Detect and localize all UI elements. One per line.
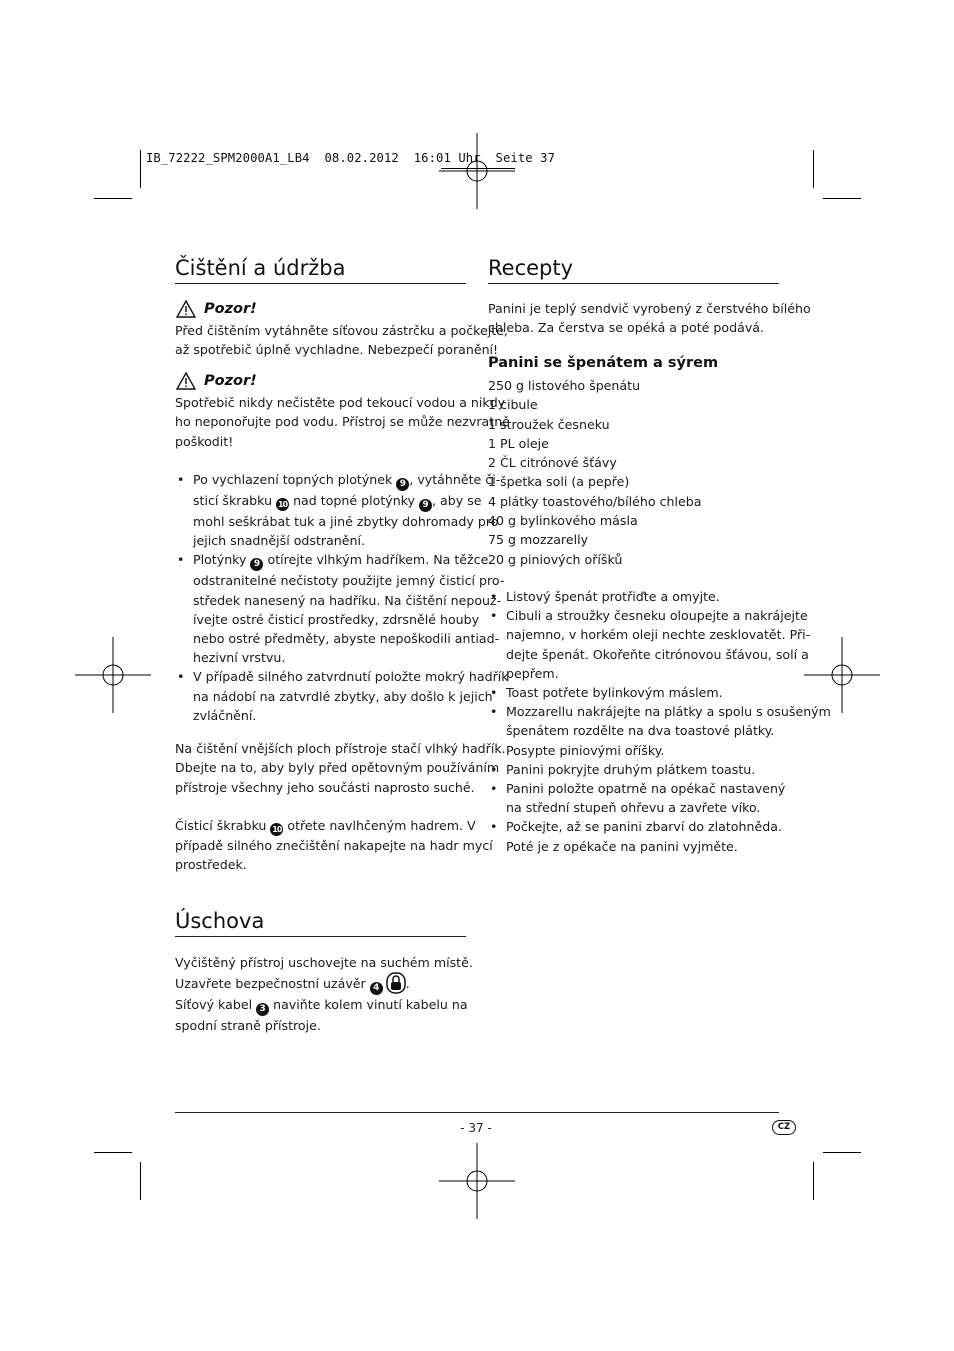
text-line: • Cibuli a stroužky česneku oloupejte a nakrájejte [506, 608, 808, 624]
text-line: chleba. Za čerstva se opéká a poté podává. [488, 320, 764, 336]
warning-text [175, 321, 508, 360]
registration-mark-bottom [439, 1143, 515, 1219]
page-number: - 37 - [460, 1121, 492, 1135]
list-item [488, 760, 788, 779]
section-title-recipes: Recepty [488, 256, 574, 280]
trim-mark [94, 1152, 132, 1153]
text-line: na nádobí na zatvrdlé zbytky, aby došlo k jejich [193, 688, 493, 704]
section-title-storage: Úschova [175, 909, 265, 933]
text-line: poškodit! [175, 433, 234, 449]
text-line: zvláčnění. [193, 707, 257, 723]
trim-mark [823, 1152, 861, 1153]
text-line: středek nanesený na hadříku. Na čištění nepouž- [193, 592, 502, 608]
recipe-title: Panini se špenátem a sýrem [488, 355, 719, 371]
text-line: Vyčištěný přístroj uschovejte na suchém místě. [175, 955, 473, 970]
section-rule [175, 936, 466, 937]
list-item: • Po vychlazení topných plotýnek 9 , vytáhněte či- sticí škrabku 10 nad topné plotýnky 9 , aby se mohl seškrábat tuk a jiné zbytky dohromady pro jejich snadnější odstranění. [175, 470, 470, 550]
registration-mark-top [439, 133, 515, 209]
text-line: prostředek. [175, 857, 247, 873]
text-line: odstranitelné nečistoty použijte jemný čisticí pro- [193, 573, 505, 589]
ingredient: 1 PL oleje [488, 435, 549, 451]
print-header-underline [441, 168, 515, 169]
ingredient: 20 g piniových oříšků [488, 551, 623, 567]
text-line: Dbejte na to, aby byly před opětovným používáním [175, 760, 500, 776]
text-line: jejich snadnější odstranění. [193, 533, 366, 549]
ingredient: 1 stroužek česneku [488, 416, 610, 432]
paragraph: Čisticí škrabku 10 otřete navlhčeným hadrem. V případě silného znečištění nakapejte na hadr mycí prostředek. [175, 816, 493, 875]
trim-mark [813, 1162, 814, 1200]
text-line: Panini je teplý sendvič vyrobený z čerstvého bílého [488, 301, 811, 316]
print-header: IB_72222_SPM2000A1_LB4 08.02.2012 16:01 Uhr Seite 37 [146, 151, 556, 165]
warning-triangle-icon [176, 372, 196, 390]
text-line: Spotřebič nikdy nečistěte pod tekoucí vodou a nikdy [175, 395, 506, 410]
text-line: případě silného znečištění nakapejte na hadr mycí [175, 838, 493, 853]
part-number-badge: 4 [370, 982, 383, 995]
text-line: ho neponořujte pod vodu. Přístroj se může nezvratně [175, 414, 510, 430]
language-badge: CZ [772, 1120, 796, 1135]
text-line: Na čištění vnějších ploch přístroje stačí vlhký hadřík. [175, 741, 506, 756]
part-number-badge: 9 [396, 478, 409, 491]
ingredient: 75 g mozzarelly [488, 532, 589, 548]
list-item: • Plotýnky 9 otírejte vlhkým hadříkem. Na těžce odstranitelné nečistoty použijte jemný čisticí pro- středek nanesený na hadříku. Na čištění nepouž- ívejte ostré čisticí prostředky, zdrsnělé houby nebo ostré předměty, abyste nepoškodili antiad- hezivní vrstvu. [175, 550, 470, 667]
text-line: • Listový špenát protřiďte a omyjte. [506, 589, 720, 604]
warning-triangle-icon [176, 300, 196, 318]
trim-mark [140, 1162, 141, 1200]
text-line: hezivní vrstvu. [193, 650, 286, 666]
text-line: na střední stupeň ohřevu a zavřete víko. [506, 800, 761, 816]
warning-label: Pozor! [204, 373, 257, 389]
ingredient: 1 špetka soli (a pepře) [488, 474, 630, 490]
ingredient: 40 g bylinkového másla [488, 513, 638, 529]
section-title-cleaning: Čištění a údržba [175, 256, 346, 280]
paragraph [175, 739, 506, 797]
text-line: dejte špenát. Okořeňte citrónovou šťávou, solí a [506, 646, 809, 662]
text-line: • Počkejte, až se panini zbarví do zlatohněda. [506, 819, 782, 835]
text-line: • Mozzarellu nakrájejte na plátky a spolu s osušeným [506, 704, 831, 720]
text-line: • V případě silného zatvrdnutí položte mokrý hadřík [193, 669, 509, 685]
section-rule [488, 283, 779, 284]
text-line: přístroje všechny jeho součásti naprosto suché. [175, 779, 475, 795]
trim-mark [94, 198, 132, 199]
part-number-badge: 9 [250, 558, 263, 571]
storage-text: Vyčištěný přístroj uschovejte na suchém místě. Uzavřete bezpečnostní uzávěr 4 . Síťový kabel 3 naviňte kolem vinutí kabelu na spodní straně přístroje. [175, 953, 473, 1036]
text-line: špenátem rozdělte na dva toastové plátky. [506, 723, 775, 739]
list-item [488, 779, 788, 817]
text-line: Před čištěním vytáhněte síťovou zástrčku a počkejte, [175, 323, 508, 338]
list-item [488, 817, 788, 855]
text-line: až spotřebič úplně vychladne. Nebezpečí poranění! [175, 342, 499, 358]
text-line: pepřem. [506, 665, 559, 681]
text-line: Poté je z opékače na panini vyjměte. [506, 838, 738, 854]
recipes-intro [488, 299, 811, 338]
ingredient: 2 ČL citrónové šťávy [488, 455, 617, 471]
trim-mark [140, 150, 141, 188]
text-line: najemno, v horkém oleji nechte zesklovatět. Při- [506, 627, 811, 643]
text-line: spodní straně přístroje. [175, 1018, 321, 1034]
text-line: Posypte piniovými oříšky. [506, 742, 665, 758]
part-number-badge: 9 [419, 499, 432, 512]
text-line: nebo ostré předměty, abyste nepoškodili antiad- [193, 631, 500, 647]
part-number-badge: 3 [256, 1003, 269, 1016]
list-item [175, 667, 509, 725]
trim-mark [813, 150, 814, 188]
footer-rule [175, 1112, 779, 1113]
trim-mark [823, 198, 861, 199]
text-line: ívejte ostré čisticí prostředky, zdrsnělé houby [193, 611, 480, 627]
part-number-badge: 10 [277, 500, 288, 509]
section-rule [175, 283, 466, 284]
ingredient: 4 plátky toastového/bílého chleba [488, 493, 702, 509]
text-line: • Panini pokryjte druhým plátkem toastu. [506, 761, 756, 777]
warning-heading [176, 300, 257, 318]
list-item [488, 606, 811, 683]
cleaning-steps-list [175, 470, 509, 725]
list-item [488, 587, 788, 606]
registration-mark-right [804, 637, 880, 713]
ingredient: 250 g listového špenátu [488, 378, 641, 393]
list-item [488, 702, 831, 760]
recipe-steps-list [488, 587, 831, 856]
padlock-icon [386, 972, 406, 994]
registration-mark-left [75, 637, 151, 713]
text-line: • Panini položte opatrně na opékač nastavený [506, 781, 786, 797]
ingredient: 1 cibule [488, 397, 538, 413]
text-line: mohl seškrábat tuk a jiné zbytky dohromady pro [193, 514, 499, 529]
part-number-badge: 10 [272, 825, 282, 834]
text-line: • Toast potřete bylinkovým máslem. [506, 685, 723, 701]
warning-text [175, 393, 510, 451]
warning-label: Pozor! [204, 301, 257, 317]
list-item [488, 683, 788, 702]
ingredients-list [488, 376, 701, 569]
warning-heading [176, 372, 257, 390]
